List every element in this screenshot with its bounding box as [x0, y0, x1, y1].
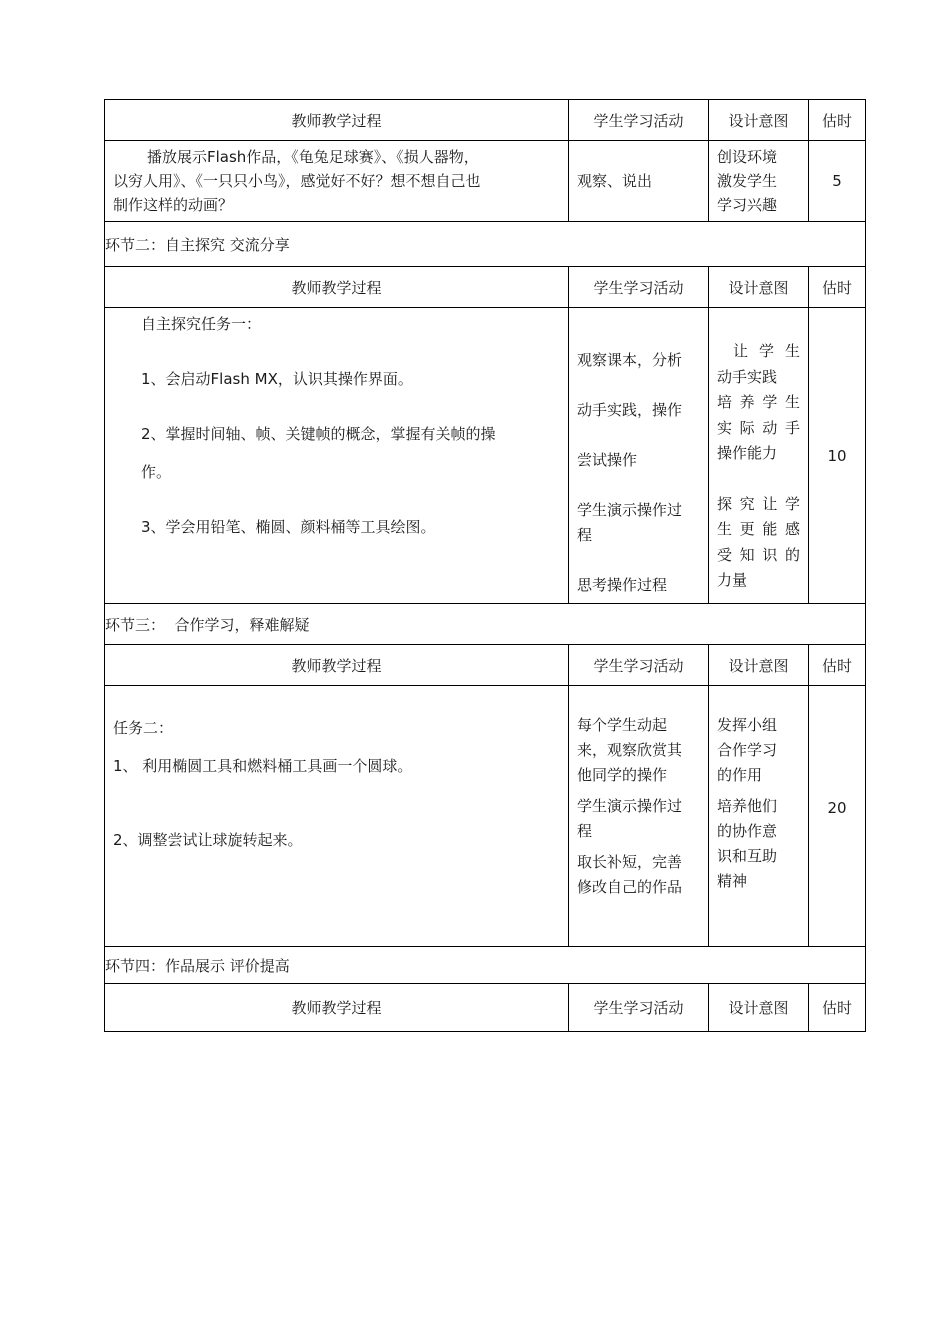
intro-student: 观察、说出 [577, 171, 653, 190]
header-intent: 设计意图 [709, 100, 809, 141]
header-time: 估时 [809, 645, 866, 686]
header-teacher: 教师教学过程 [105, 100, 569, 141]
header-intent: 设计意图 [709, 267, 809, 308]
section4-title-row [105, 947, 866, 984]
header-student: 学生学习活动 [569, 267, 709, 308]
section2-item2-line1: 2、掌握时间轴、帧、关键帧的概念，掌握有关帧的操 [141, 425, 496, 443]
intro-row [105, 141, 866, 222]
intro-teacher-line2: 以穷人用》、《一只只小鸟》，感觉好不好？想不想自己也 [113, 172, 481, 190]
section2-intent-line: 操作能力 [717, 444, 778, 462]
header-row [105, 100, 866, 141]
section2-student-line: 动手实践，操作 [577, 401, 683, 419]
section2-student-line: 程 [577, 526, 593, 544]
header-intent: 设计意图 [709, 645, 809, 686]
header-teacher: 教师教学过程 [105, 267, 569, 308]
header-student: 学生学习活动 [569, 984, 709, 1032]
section2-title: 环节二：自主探究 交流分享 [105, 222, 866, 267]
section2-item3: 3、学会用铅笔、椭圆、颜料桶等工具绘图。 [141, 518, 436, 536]
section2-item1: 1、会启动Flash MX，认识其操作界面。 [141, 370, 413, 388]
header-row [105, 984, 866, 1032]
section2-body-row [105, 308, 866, 604]
section3-item2: 2、调整尝试让球旋转起来。 [113, 831, 303, 849]
section2-intent-line: 让 学 生 [733, 342, 800, 360]
section2-student-line: 观察课本，分析 [577, 351, 683, 369]
header-teacher: 教师教学过程 [105, 984, 569, 1032]
section3-intent-line: 的作用 [717, 766, 763, 784]
header-student: 学生学习活动 [569, 645, 709, 686]
section3-title-row [105, 604, 866, 645]
section3-student-line: 程 [577, 822, 593, 840]
header-time: 估时 [809, 100, 866, 141]
section3-item1: 1、 利用椭圆工具和燃料桶工具画一个圆球。 [113, 757, 413, 775]
section3-student-line: 他同学的操作 [577, 766, 668, 784]
intro-intent-line: 激发学生 [717, 172, 778, 190]
section3-intent-line: 发挥小组 [717, 716, 778, 734]
section2-intent-line: 实 际 动 手 [717, 418, 800, 437]
section3-task: 任务二： [113, 719, 174, 737]
section2-task: 自主探究任务一： [141, 315, 262, 333]
lesson-plan-table [104, 99, 866, 1032]
header-row [105, 645, 866, 686]
section2-student-line: 学生演示操作过 [577, 501, 683, 519]
header-time: 估时 [809, 984, 866, 1032]
intro-intent-line: 创设环境 [717, 148, 778, 166]
section3-student-line: 每个学生动起 [577, 716, 668, 734]
section2-student-line: 思考操作过程 [577, 576, 668, 594]
section2-time: 10 [809, 308, 866, 604]
section2-item2-line2: 作。 [141, 463, 172, 481]
section3-student-line: 来，观察欣赏其 [577, 741, 683, 759]
section3-intent-line: 识和互助 [717, 847, 778, 865]
header-intent: 设计意图 [709, 984, 809, 1032]
section3-intent-line: 合作学习 [717, 741, 778, 759]
section2-student-line: 尝试操作 [577, 451, 638, 469]
section3-title: 环节三： 合作学习，释难解疑 [105, 604, 866, 645]
intro-teacher-line3: 制作这样的动画？ [113, 196, 234, 214]
section3-intent-line: 的协作意 [717, 822, 778, 840]
section2-intent-line: 动手实践 [717, 367, 778, 386]
intro-intent-line: 学习兴趣 [717, 196, 778, 214]
section3-time: 20 [827, 799, 847, 817]
header-row [105, 267, 866, 308]
header-teacher: 教师教学过程 [105, 645, 569, 686]
section3-intent-line: 培养他们 [717, 797, 778, 815]
section3-student-line: 修改自己的作品 [577, 878, 683, 896]
section2-intent-line: 力量 [717, 571, 748, 589]
section3-body-row [105, 686, 866, 947]
header-student: 学生学习活动 [569, 100, 709, 141]
header-time: 估时 [809, 267, 866, 308]
section3-student-line: 取长补短，完善 [577, 853, 683, 871]
section4-title: 环节四：作品展示 评价提高 [105, 947, 866, 984]
section2-intent-line: 受 知 识 的 [717, 545, 800, 564]
section2-intent-line: 生 更 能 感 [717, 520, 800, 538]
section3-intent-line: 精神 [717, 872, 748, 890]
section2-intent-line: 培 养 学 生 [717, 393, 800, 411]
intro-time: 5 [809, 141, 866, 222]
section2-title-row [105, 222, 866, 267]
section3-student-line: 学生演示操作过 [577, 797, 683, 815]
section2-intent-line: 探 究 让 学 [717, 494, 800, 513]
intro-teacher-line1: 播放展示Flash作品，《龟兔足球赛》、《损人器物， [147, 148, 479, 166]
